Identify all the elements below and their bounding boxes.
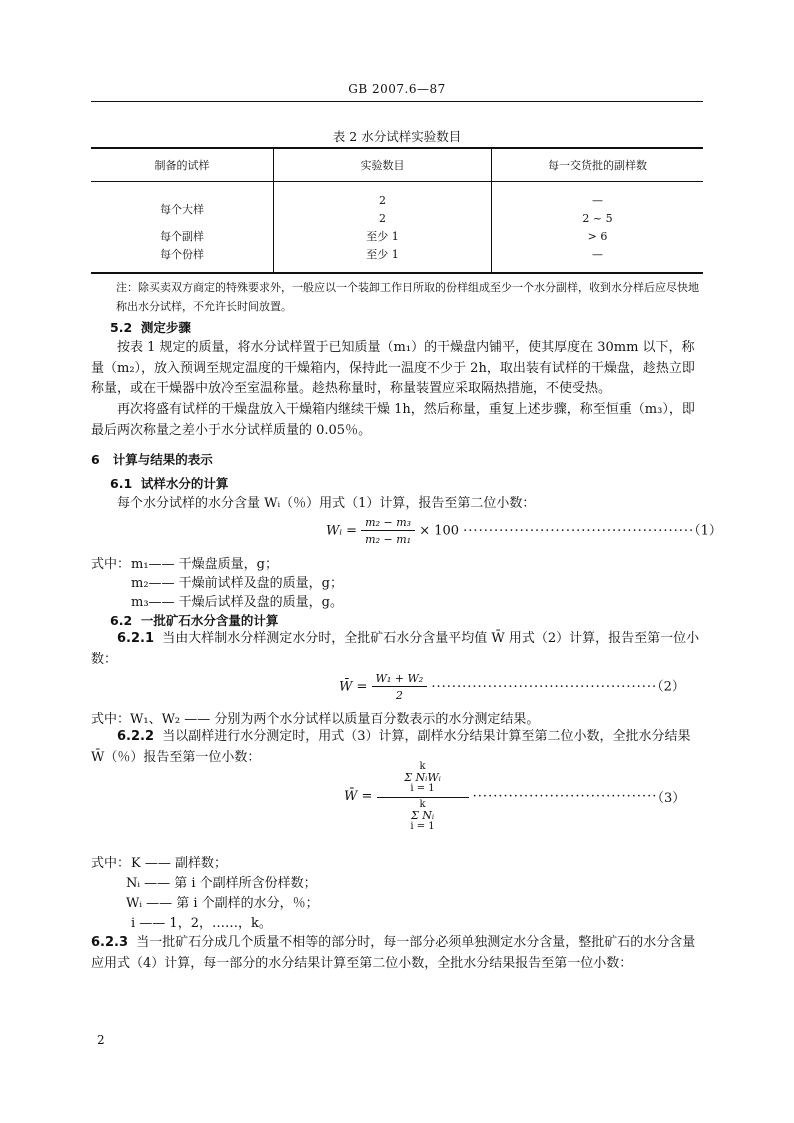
section-5-2-para-1: 按表 1 规定的质量，将水分试样置于已知质量（m₁）的干燥盘内铺平，使其厚度在 30mm 以下，称量（m₂），放入预调至规定温度的干燥箱内，保持此一温度不少于 2h，取出装有试样的干燥盘，趁热立即称量，或在干燥器中放冷至室温称量。趁热称量时，称量装置应采取隔热措施，不使受热。 bbox=[91, 340, 695, 396]
col-header-sample: 制备的试样 bbox=[91, 148, 274, 182]
formula-2-fraction: $\frac{\text{W₁ + W₂}}{2}$ bbox=[372, 672, 428, 702]
col-header-count: 实验数目 bbox=[274, 148, 492, 182]
table-caption: 表 2 水分试样实验数目 bbox=[332, 129, 462, 144]
def-m3: m₃—— 干燥后试样及盘的质量，g。 bbox=[131, 595, 343, 610]
section-6-2-1-text: 6.2.1 当由大样制水分样测定水分时，全批矿石水分含量平均值 W̄ 用式（2）计算，报告至第一位小数： bbox=[91, 631, 700, 667]
page-number: 2 bbox=[97, 1033, 105, 1047]
moisture-sample-table bbox=[91, 147, 703, 274]
section-6-1-heading: 6.1 试样水分的计算 bbox=[110, 476, 229, 491]
header-rule bbox=[91, 101, 703, 102]
formula-3-fraction: k Σ NᵢWᵢ i = 1 k Σ Nᵢ i = 1 bbox=[377, 762, 469, 831]
section-6-2-heading: 6.2 一批矿石水分含量的计算 bbox=[110, 613, 279, 628]
cell-sample: 每个大样 bbox=[160, 203, 204, 216]
def-wi: Wᵢ —— 第 i 个副样的水分，％； bbox=[126, 896, 319, 911]
where-w1-w2: 式中：W₁、W₂ —— 分别为两个水分试样以质量百分数表示的水分测定结果。 bbox=[91, 712, 540, 727]
cell-sub: > 6 bbox=[492, 228, 704, 246]
cell-sample: 每个副样 bbox=[160, 230, 204, 243]
table-row bbox=[91, 182, 703, 229]
section-6-1-text: 每个水分试样的水分含量 Wᵢ（％）用式（1）计算，报告至第二位小数： bbox=[117, 496, 536, 511]
cell-sub: — bbox=[492, 246, 704, 273]
section-6-heading: 6 计算与结果的表示 bbox=[91, 452, 213, 467]
col-header-subsamples: 每一交货批的副样数 bbox=[492, 148, 704, 182]
def-i: i —— 1，2，……，k。 bbox=[131, 916, 272, 931]
section-6-2-3-text: 6.2.3 当一批矿石分成几个质量不相等的部分时，每一部分必须单独测定水分含量，整批矿石的水分含量应用式（4）计算，每一部分的水分结果计算至第二位小数，全批水分结果报告至第一位小数： bbox=[91, 935, 696, 971]
cell-sub-a: — bbox=[592, 194, 603, 207]
where-label-1: 式中： bbox=[91, 557, 131, 572]
where-label-3: 式中： bbox=[91, 856, 131, 871]
table-row bbox=[91, 246, 703, 273]
standard-code: GB 2007.6—87 bbox=[348, 82, 446, 96]
cell-count bbox=[274, 182, 492, 229]
cell-count-b: 2 bbox=[379, 212, 386, 225]
section-5-2-heading: 5.2 测定步骤 bbox=[110, 320, 191, 335]
formula-2: W̄ = $\frac{\text{W₁ + W₂}}{2}$ ············································（2） bbox=[339, 672, 685, 702]
def-k: K —— 副样数； bbox=[131, 856, 227, 871]
def-m1: m₁—— 干燥盘质量，g； bbox=[131, 557, 278, 572]
formula-1: Wᵢ = $\frac{\text{m₂ − m₃}}{\text{m₂ − m₁}}$ × 100 ·············································（1） bbox=[326, 516, 722, 546]
section-6-2-2-text: 6.2.2 当以副样进行水分测定时，用式（3）计算，副样水分结果计算至第二位小数，全批水分结果 W̄（％）报告至第一位小数： bbox=[91, 729, 691, 765]
cell-count: 至少 1 bbox=[274, 228, 492, 246]
def-ni: Nᵢ —— 第 i 个副样所含份样数； bbox=[126, 876, 317, 891]
cell-count-a: 2 bbox=[379, 194, 386, 207]
table-row bbox=[91, 228, 703, 246]
def-m2: m₂—— 干燥前试样及盘的质量，g； bbox=[131, 576, 343, 591]
cell-sub-b: 2 ~ 5 bbox=[582, 212, 613, 225]
formula-1-fraction: $\frac{\text{m₂ − m₃}}{\text{m₂ − m₁}}$ bbox=[361, 516, 415, 546]
formula-3: W̄ = k Σ NᵢWᵢ i = 1 k Σ Nᵢ i = 1 ····································（3） bbox=[344, 761, 686, 832]
cell-sample: 每个份样 bbox=[91, 246, 274, 273]
cell-sub bbox=[492, 182, 704, 229]
section-5-2-para-2: 再次将盛有试样的干燥盘放入干燥箱内继续干燥 1h，然后称量，重复上述步骤，称至恒重（m₃），即最后两次称量之差小于水分试样质量的 0.05％。 bbox=[91, 402, 695, 438]
table-note: 注：除买卖双方商定的特殊要求外，一般应以一个装卸工作日所取的份样组成至少一个水分副样，收到水分样后应尽快地称出水分试样，不允许长时间放置。 bbox=[116, 281, 699, 313]
cell-count: 至少 1 bbox=[274, 246, 492, 273]
